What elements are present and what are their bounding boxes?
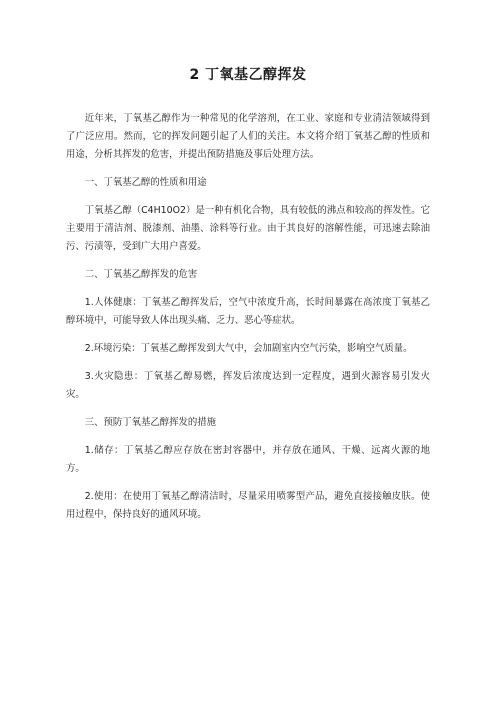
hazard-item-fire: 3.火灾隐患：丁氧基乙醇易燃，挥发后浓度达到一定程度，遇到火源容易引发火灾。 [66,371,430,400]
hazard-item-health: 1.人体健康：丁氧基乙醇挥发后，空气中浓度升高，长时间暴露在高浓度丁氧基乙醇环境中，可能导致人体出现头痛、乏力、恶心等症状。 [66,297,430,326]
prevention-item-usage: 2.使用：在使用丁氧基乙醇清洁时，尽量采用喷雾型产品，避免直接接触皮肤。使用过程中，保持良好的通风环境。 [66,491,430,520]
hazard-item-environment: 2.环境污染：丁氧基乙醇挥发到大气中，会加剧室内空气污染，影响空气质量。 [84,343,413,354]
prevention-item-storage: 1.储存：丁氧基乙醇应存放在密封容器中，并存放在通风、干燥、远离火源的地方。 [66,445,430,474]
section-heading-hazards: 二、丁氧基乙醇挥发的危害 [84,269,198,280]
document-title: 2 丁氧基乙醇挥发 [189,67,307,83]
intro-paragraph: 近年来，丁氧基乙醇作为一种常见的化学溶剂，在工业、家庭和专业清洁领域得到了广泛应用。然而，它的挥发问题引起了人们的关注。本文将介绍丁氧基乙醇的性质和用途，分析其挥发的危害，并提出预防措施及事后处理方法。 [66,113,430,160]
section-heading-properties: 一、丁氧基乙醇的性质和用途 [84,177,207,188]
section-heading-prevention: 三、预防丁氧基乙醇挥发的措施 [84,417,217,428]
properties-paragraph: 丁氧基乙醇（C4H10O2）是一种有机化合物，具有较低的沸点和较高的挥发性。它主要用于清洁剂、脱漆剂、油墨、涂料等行业。由于其良好的溶解性能，可迅速去除油污、污渍等，受到广大用户喜爱。 [66,205,430,252]
